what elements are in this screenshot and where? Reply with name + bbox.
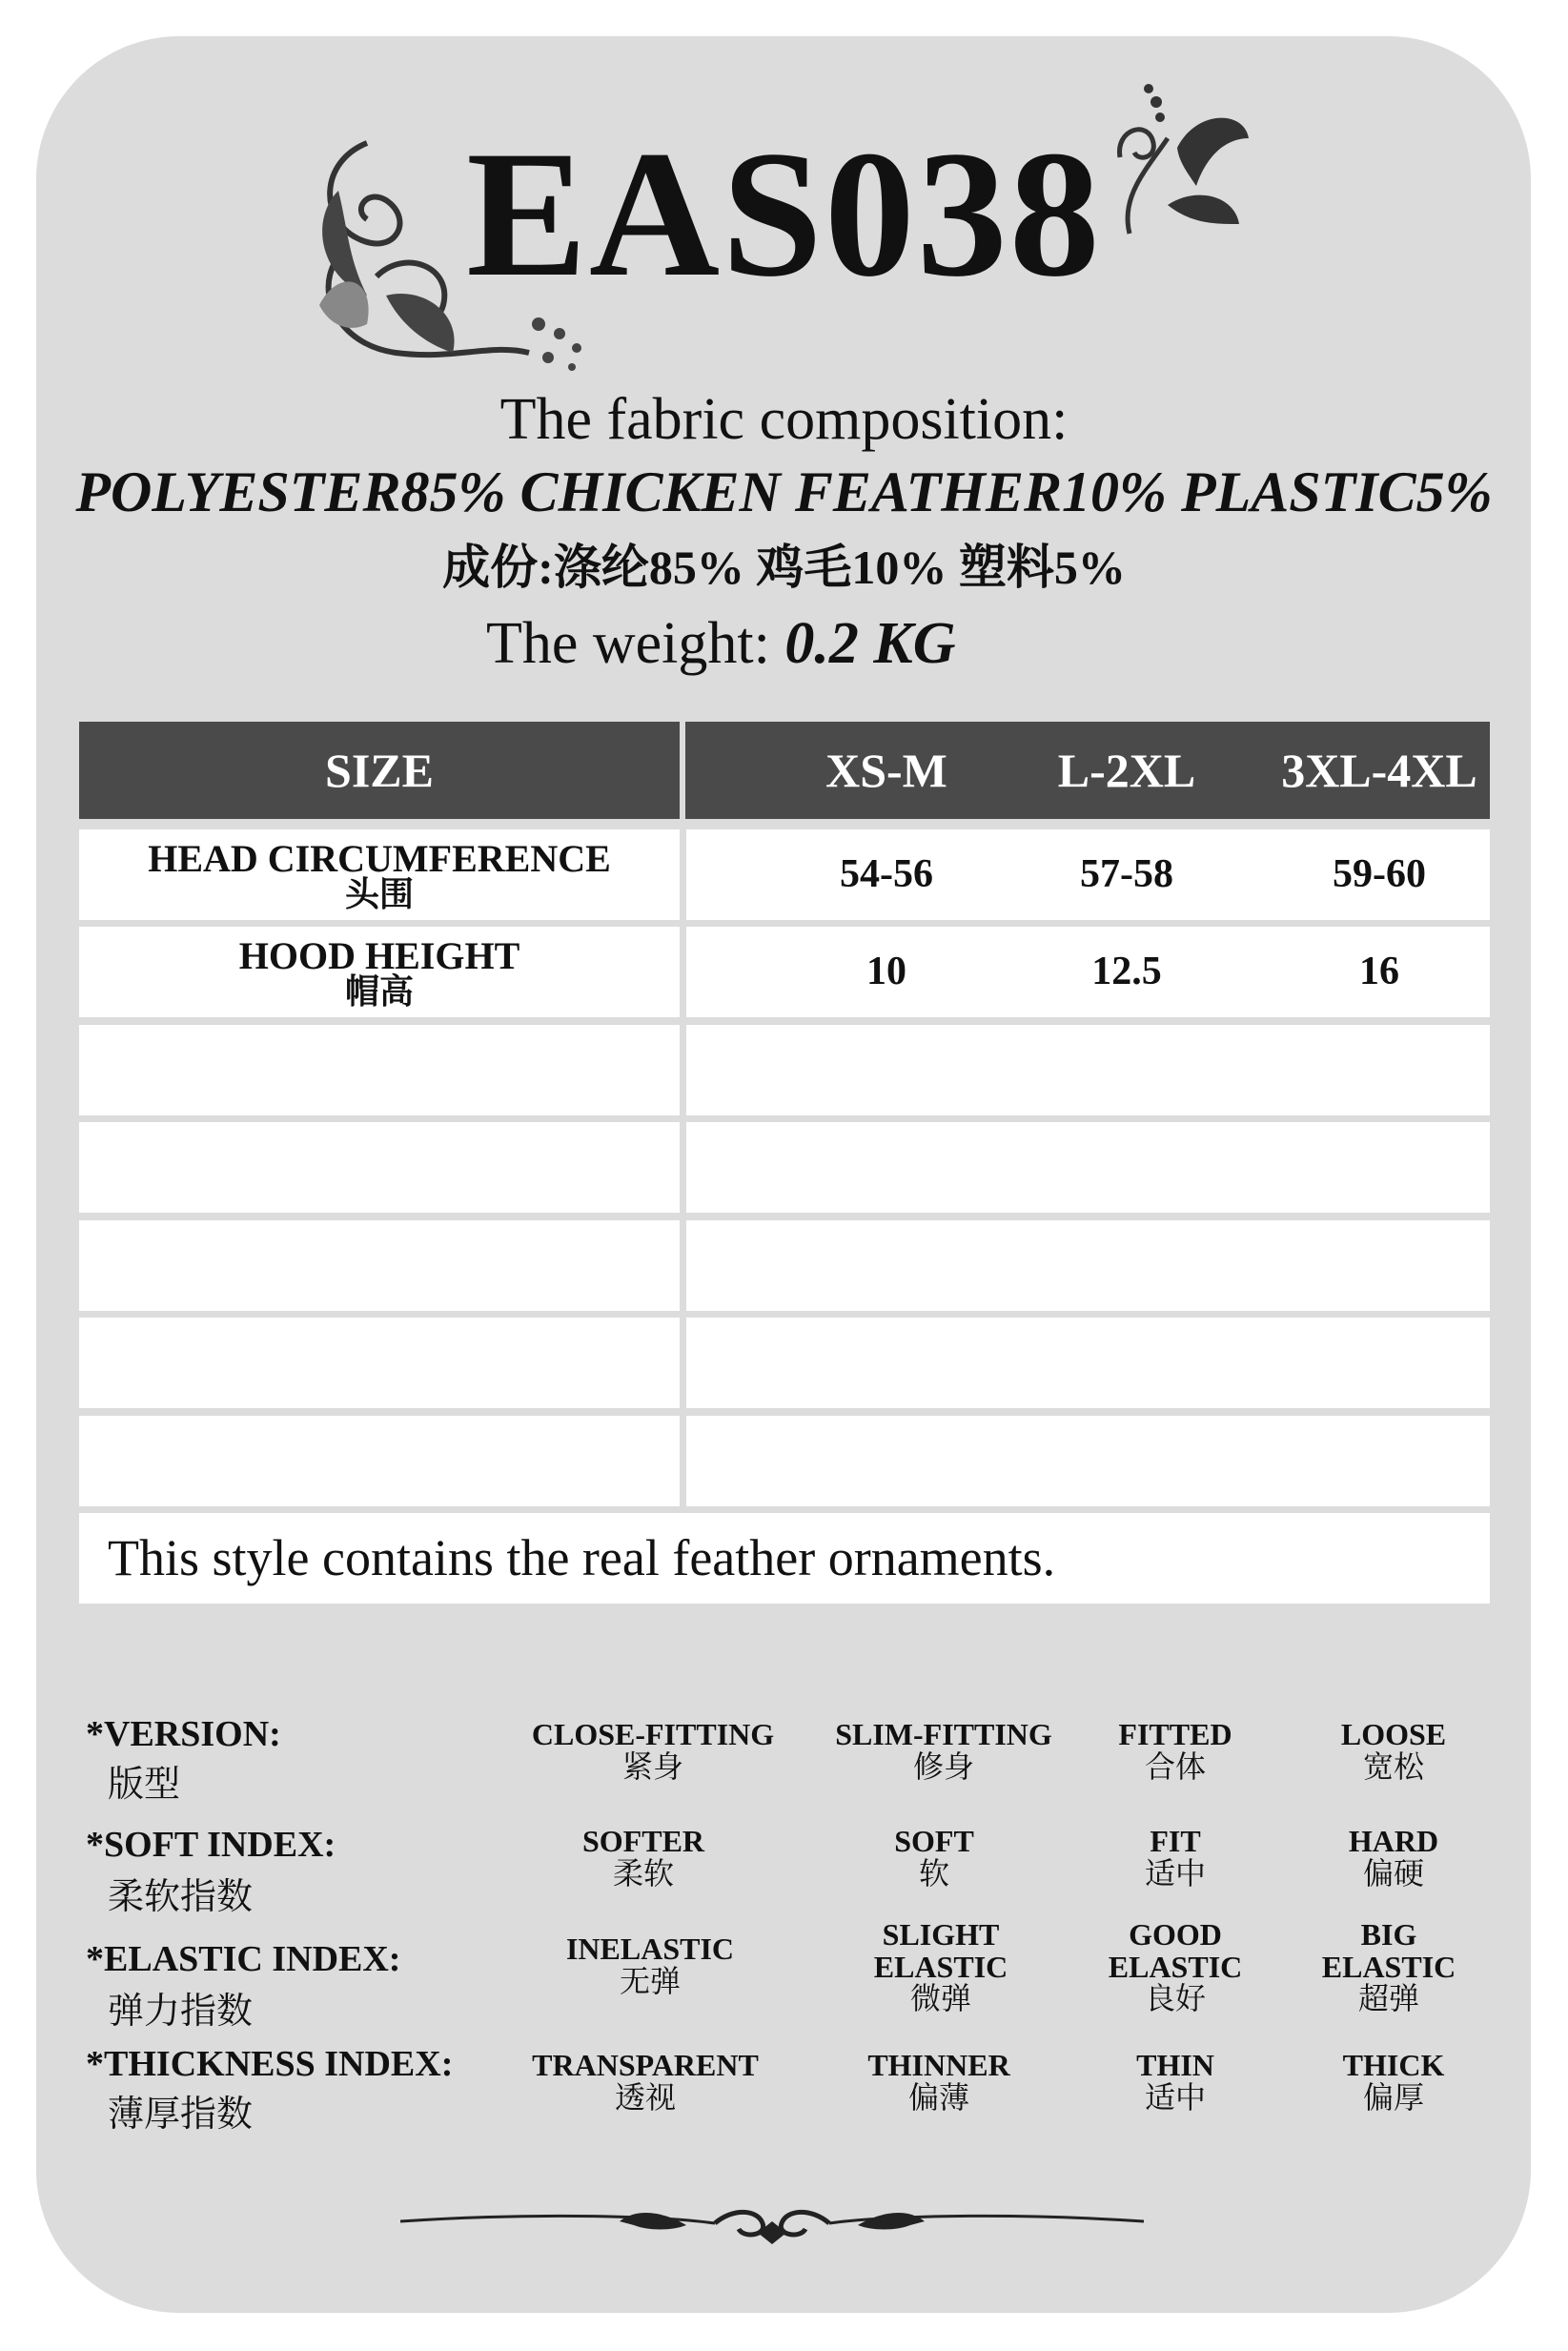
empty-cell-right <box>686 1416 1490 1506</box>
option-en: LOOSE <box>1340 1717 1447 1751</box>
option-cn: 修身 <box>912 1748 974 1784</box>
option-cn: 良好 <box>1144 1981 1206 2016</box>
empty-cell-left <box>79 1025 680 1115</box>
empty-cell-right <box>686 1122 1490 1213</box>
row-label-cell <box>79 829 680 920</box>
thickness-index-label: *THICKNESS INDEX: <box>86 2044 454 2084</box>
empty-table-row <box>79 1025 1490 1115</box>
row-value-3xl-4xl: 16 <box>1359 950 1399 993</box>
option-en: INELASTIC <box>565 1932 735 1966</box>
row-value-3xl-4xl: 59-60 <box>1333 852 1426 896</box>
row-value-l-2xl: 57-58 <box>1080 852 1173 896</box>
option-en-line2: ELASTIC <box>1321 1949 1456 1984</box>
empty-table-row <box>79 1220 1490 1311</box>
row-label-cn: 头围 <box>344 875 414 913</box>
option-cn: 宽松 <box>1362 1748 1424 1784</box>
product-code-title: EAS038 <box>466 114 1102 315</box>
bottom-flourish-ornament <box>400 2193 1144 2250</box>
fabric-composition-en: POLYESTER85% CHICKEN FEATHER10% PLASTIC5% <box>75 460 1493 523</box>
empty-table-row <box>79 1122 1490 1213</box>
option-en: SOFT <box>894 1824 974 1858</box>
option-en-line2: ELASTIC <box>873 1949 1008 1984</box>
row-label-en: HOOD HEIGHT <box>238 934 520 977</box>
soft-index-label-cn: 柔软指数 <box>108 1877 254 1917</box>
size-header-3xl-4xl: 3XL-4XL <box>1281 744 1477 797</box>
option-en: FITTED <box>1118 1717 1232 1751</box>
option-en: THIN <box>1136 2048 1214 2082</box>
table-row <box>79 927 1490 1017</box>
row-values-cell <box>686 829 1490 920</box>
feather-note-text: This style contains the real feather ornaments. <box>108 1529 1056 1586</box>
option-cn: 超弹 <box>1357 1981 1419 2016</box>
row-value-xs-m: 54-56 <box>840 852 933 896</box>
option-en: THICK <box>1342 2048 1445 2082</box>
thickness-option-thinner <box>801 2050 1077 2114</box>
feather-note-row <box>79 1513 1490 1604</box>
empty-cell-left <box>79 1318 680 1408</box>
empty-cell-left <box>79 1416 680 1506</box>
soft-index-label: *SOFT INDEX: <box>86 1825 336 1865</box>
option-cn: 适中 <box>1144 1855 1206 1891</box>
row-label-en: HEAD CIRCUMFERENCE <box>148 837 611 880</box>
soft-option-soft <box>796 1826 1072 1890</box>
option-en: FIT <box>1150 1824 1201 1858</box>
option-en: THINNER <box>867 2048 1010 2082</box>
elastic-option-big-elastic <box>1251 1919 1527 2015</box>
empty-cell-right <box>686 1025 1490 1115</box>
option-en: TRANSPARENT <box>532 2048 759 2082</box>
header-divider <box>680 722 685 819</box>
option-cn: 柔软 <box>612 1855 674 1891</box>
option-cn: 软 <box>918 1855 949 1891</box>
row-value-l-2xl: 12.5 <box>1091 950 1162 993</box>
thickness-option-thick <box>1255 2050 1532 2114</box>
row-value-xs-m: 10 <box>866 950 906 993</box>
version-option-close-fitting <box>515 1719 791 1783</box>
option-en: HARD <box>1348 1824 1439 1858</box>
option-cn: 偏硬 <box>1362 1855 1424 1891</box>
version-label-cn: 版型 <box>108 1765 181 1805</box>
option-cn: 紧身 <box>621 1748 683 1784</box>
empty-cell-left <box>79 1220 680 1311</box>
soft-option-hard <box>1255 1826 1532 1890</box>
option-en-line1: GOOD <box>1129 1917 1222 1952</box>
option-cn: 偏厚 <box>1362 2079 1424 2115</box>
elastic-option-inelastic <box>512 1933 788 1997</box>
option-en: CLOSE-FITTING <box>531 1717 775 1751</box>
elastic-index-label-cn: 弹力指数 <box>108 1992 254 2032</box>
size-header-label: SIZE <box>325 744 434 797</box>
option-en-line2: ELASTIC <box>1108 1949 1243 1984</box>
thickness-option-transparent <box>507 2050 784 2114</box>
option-cn: 透视 <box>614 2079 676 2115</box>
option-cn: 无弹 <box>619 1963 681 1998</box>
thickness-index-label-cn: 薄厚指数 <box>108 2095 254 2135</box>
fabric-composition-label: The fabric composition: <box>499 387 1069 452</box>
option-en: SOFTER <box>581 1824 705 1858</box>
size-header-xs-m: XS-M <box>825 744 947 797</box>
weight-line <box>486 610 956 678</box>
size-header-l-2xl: L-2XL <box>1057 744 1196 797</box>
option-cn: 偏薄 <box>907 2079 969 2115</box>
option-cn: 合体 <box>1144 1748 1206 1784</box>
row-label-cell <box>79 927 680 1017</box>
table-row <box>79 829 1490 920</box>
elastic-index-label: *ELASTIC INDEX: <box>86 1939 401 1979</box>
empty-table-row <box>79 1416 1490 1506</box>
empty-cell-left <box>79 1122 680 1213</box>
weight-label: The weight: <box>486 611 770 676</box>
option-en-line1: BIG <box>1360 1917 1417 1952</box>
weight-value: 0.2 KG <box>784 611 956 676</box>
option-cn: 微弹 <box>909 1981 971 2016</box>
empty-table-row <box>79 1318 1490 1408</box>
empty-cell-right <box>686 1318 1490 1408</box>
version-option-loose <box>1255 1719 1532 1783</box>
option-cn: 适中 <box>1144 2079 1206 2115</box>
soft-option-softer <box>505 1826 782 1890</box>
size-table-header <box>79 722 1490 819</box>
option-en-line1: SLIGHT <box>882 1917 1000 1952</box>
row-values-cell <box>686 927 1490 1017</box>
fabric-composition-cn: 成份:涤纶85% 鸡毛10% 塑料5% <box>442 541 1126 594</box>
version-label: *VERSION: <box>86 1714 281 1754</box>
row-label-cn: 帽高 <box>344 972 414 1011</box>
option-en: SLIM-FITTING <box>835 1717 1052 1751</box>
empty-cell-right <box>686 1220 1490 1311</box>
